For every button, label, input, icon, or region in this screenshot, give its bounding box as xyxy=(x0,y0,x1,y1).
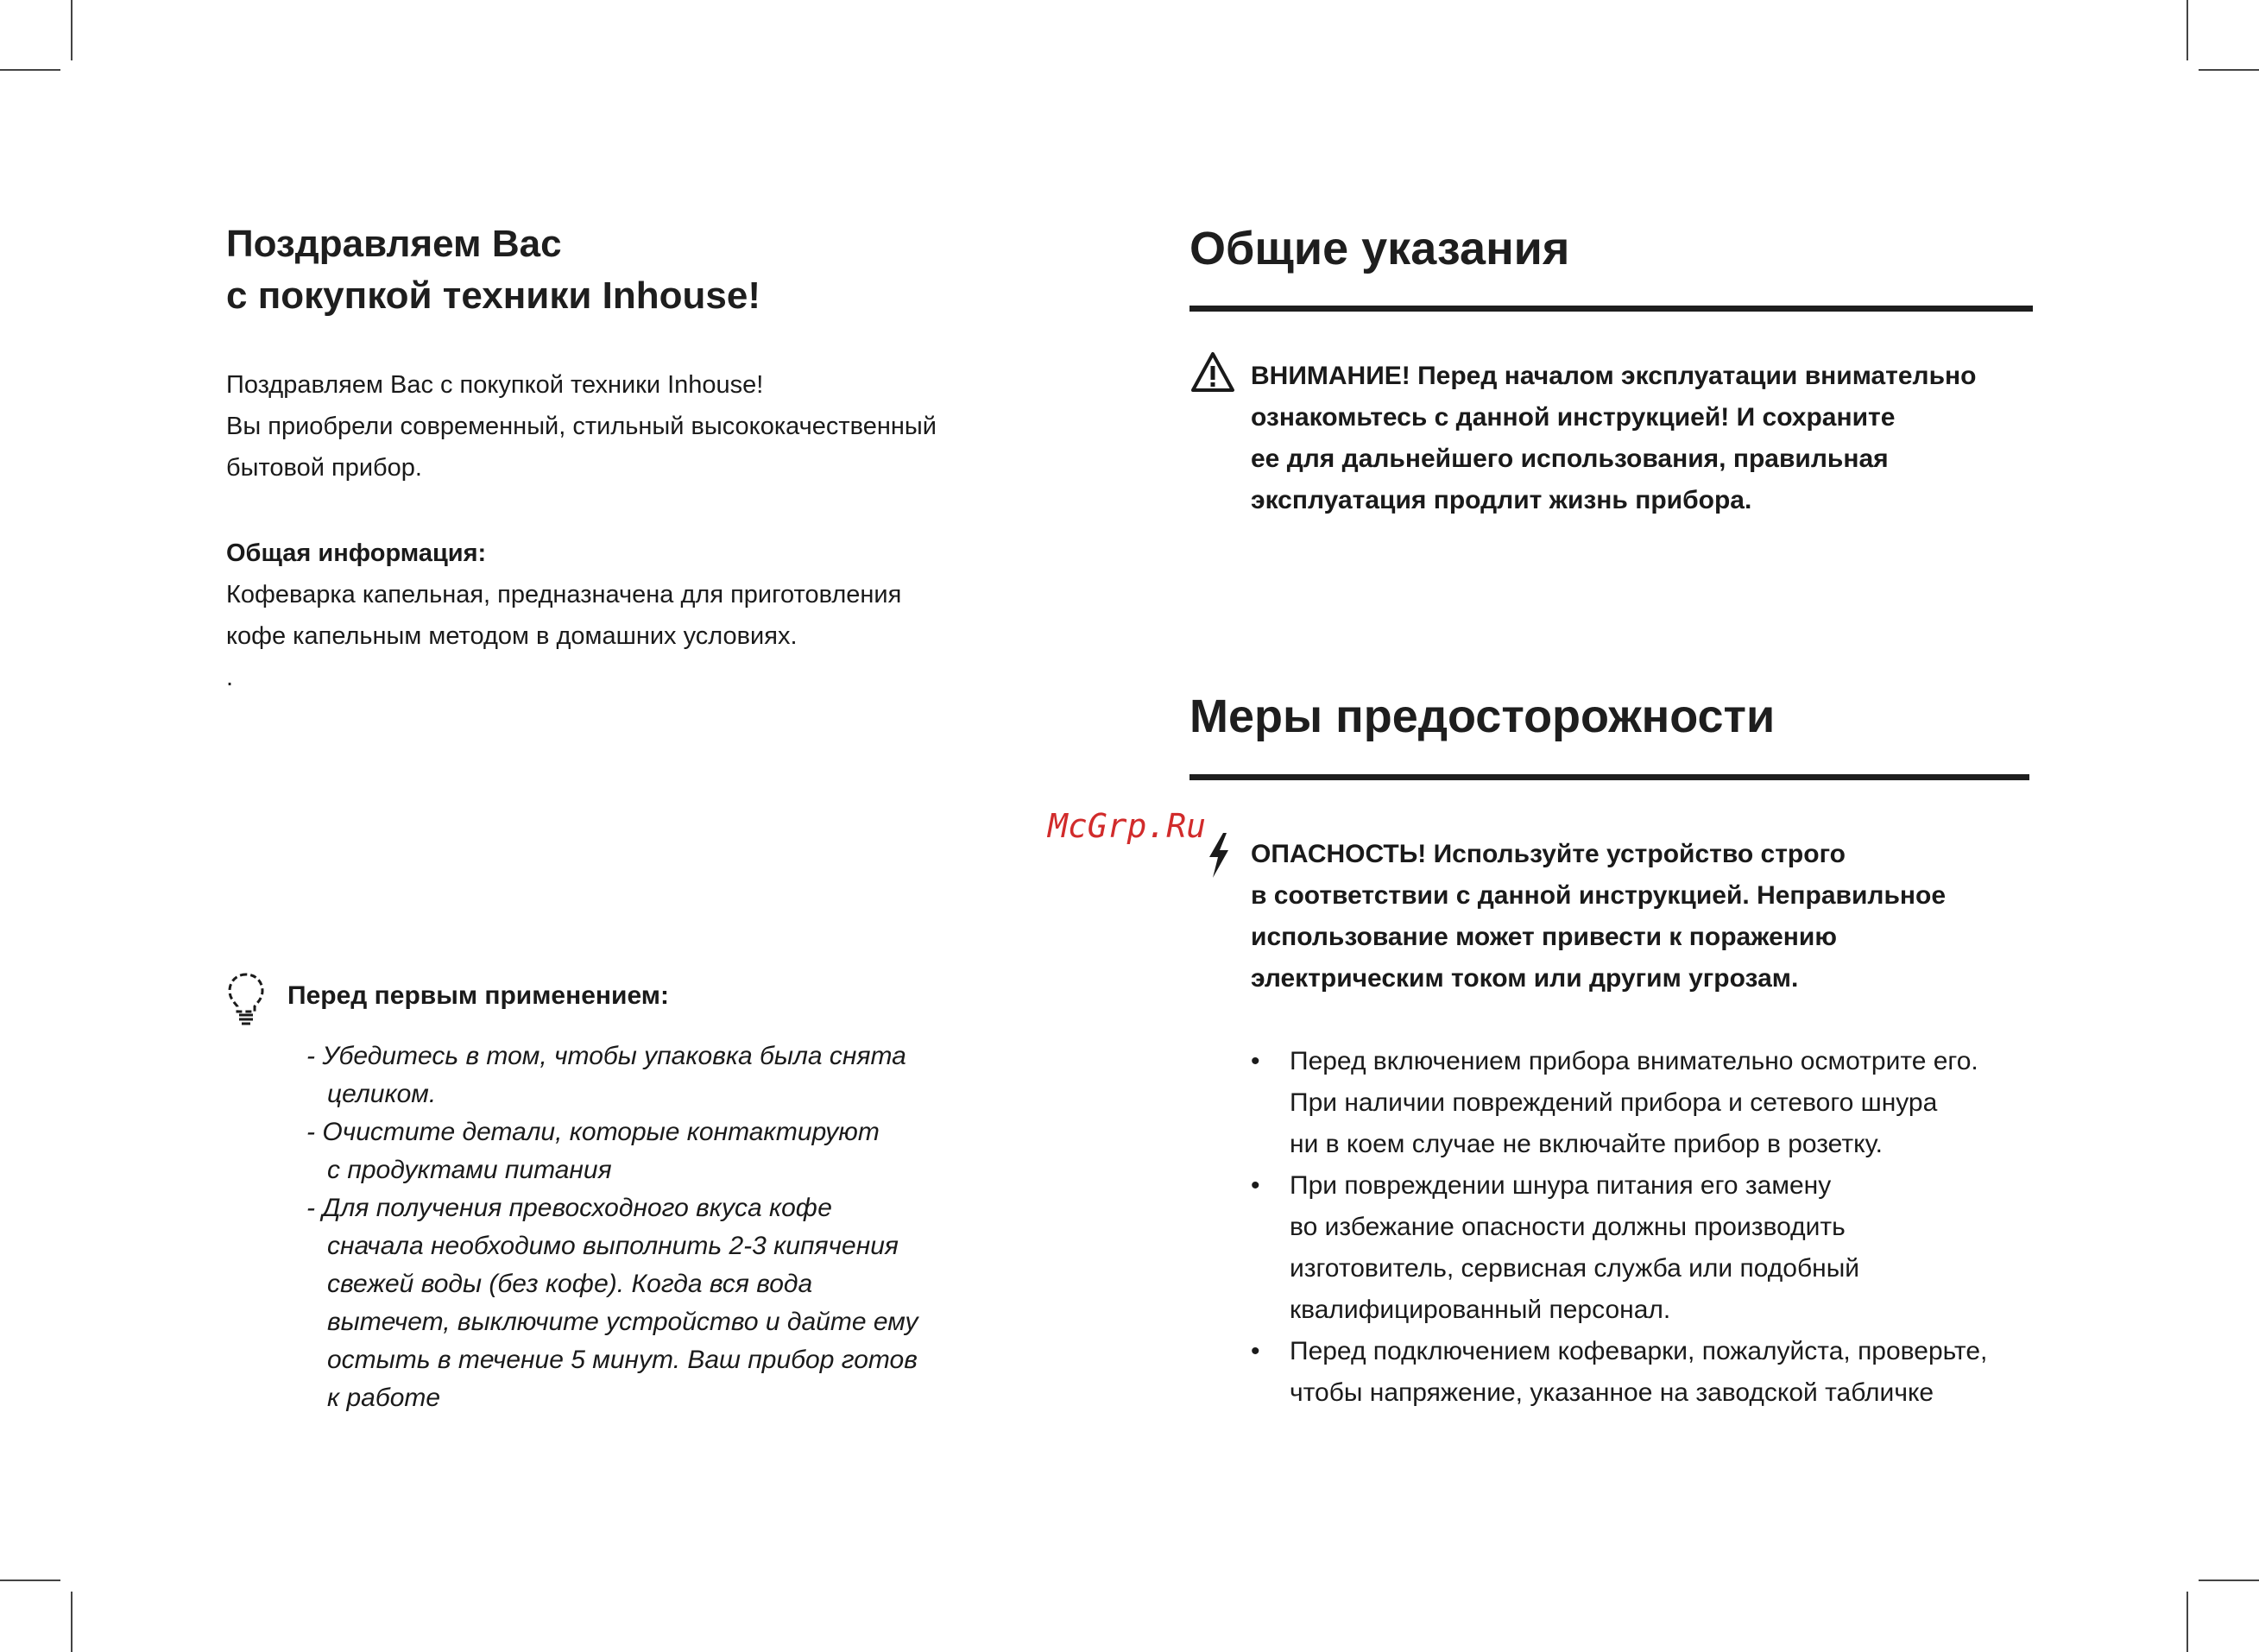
list-line: свежей воды (без кофе). Когда вся вода xyxy=(327,1270,813,1298)
attention-line: эксплуатация продлит жизнь прибора. xyxy=(1251,486,1752,514)
intro-line: бытовой прибор. xyxy=(226,454,422,482)
title-line: с покупкой техники Inhouse! xyxy=(226,274,760,317)
list-line: - Убедитесь в том, чтобы упаковка была снята xyxy=(306,1042,906,1070)
crop-mark xyxy=(2186,0,2188,60)
general-info-section xyxy=(226,533,901,698)
intro-paragraph xyxy=(226,364,937,489)
list-line: к работе xyxy=(327,1384,441,1412)
intro-line: Поздравляем Вас с покупкой техники Inhouse! xyxy=(226,371,764,399)
list-item xyxy=(1251,1165,1987,1331)
list-line: - Для получения превосходного вкуса кофе xyxy=(306,1194,832,1222)
before-first-use-heading: Перед первым применением: xyxy=(287,981,669,1010)
title-line: Поздравляем Вас xyxy=(226,223,562,265)
list-item xyxy=(1251,1041,1987,1165)
lightbulb-icon xyxy=(226,971,266,1028)
bullet-line: При наличии повреждений прибора и сетевого шнура xyxy=(1290,1088,1938,1117)
general-info-line: кофе капельным методом в домашних условиях. xyxy=(226,622,798,650)
section-divider xyxy=(1189,306,2033,312)
watermark: McGrp.Ru xyxy=(1048,807,1207,845)
general-heading: Общие указания xyxy=(1189,223,1570,274)
warning-triangle-icon xyxy=(1189,350,1236,394)
bullet-line: • Перед подключением кофеварки, пожалуйста, проверьте, xyxy=(1290,1337,1988,1365)
danger-line: использование может привести к поражению xyxy=(1251,923,1837,951)
attention-notice xyxy=(1251,356,1977,521)
precautions-heading: Меры предосторожности xyxy=(1189,690,1776,742)
crop-mark xyxy=(71,1592,73,1652)
list-line: вытечет, выключите устройство и дайте ему xyxy=(327,1308,918,1336)
intro-line: Вы приобрели современный, стильный высококачественный xyxy=(226,413,937,440)
section-divider xyxy=(1189,774,2029,780)
attention-line: ознакомьтесь с данной инструкцией! И сохраните xyxy=(1251,403,1896,432)
crop-mark xyxy=(2199,69,2259,71)
crop-mark xyxy=(0,1579,60,1581)
bullet-line: чтобы напряжение, указанное на заводской табличке xyxy=(1290,1378,1934,1407)
bullet-line: ни в коем случае не включайте прибор в розетку. xyxy=(1290,1130,1883,1158)
precautions-list xyxy=(1251,1041,1987,1414)
crop-mark xyxy=(0,69,60,71)
danger-line: ОПАСНОСТЬ! Используйте устройство строго xyxy=(1251,840,1846,868)
general-info-line: Кофеварка капельная, предназначена для приготовления xyxy=(226,581,902,608)
list-item xyxy=(1251,1331,1987,1414)
crop-mark xyxy=(2186,1592,2188,1652)
bullet-line: во избежание опасности должны производить xyxy=(1290,1213,1846,1241)
list-line: остыть в течение 5 минут. Ваш прибор готов xyxy=(327,1346,918,1374)
before-first-use-list xyxy=(306,1037,918,1417)
list-line: целиком. xyxy=(327,1080,437,1108)
danger-notice xyxy=(1251,834,1946,999)
crop-mark xyxy=(71,0,73,60)
attention-line: ее для дальнейшего использования, правильная xyxy=(1251,445,1889,473)
bullet-line: квалифицированный персонал. xyxy=(1290,1296,1671,1324)
bullet-line: • При повреждении шнура питания его замену xyxy=(1290,1171,1832,1200)
bullet-line: изготовитель, сервисная служба или подобный xyxy=(1290,1254,1860,1283)
general-info-heading: Общая информация: xyxy=(226,539,487,567)
bullet-line: • Перед включением прибора внимательно осмотрите его. xyxy=(1290,1047,1978,1075)
list-line: - Очистите детали, которые контактируют xyxy=(306,1118,880,1146)
crop-mark xyxy=(2199,1579,2259,1581)
list-line: сначала необходимо выполнить 2-3 кипячения xyxy=(327,1232,899,1260)
danger-line: в соответствии с данной инструкцией. Неправильное xyxy=(1251,881,1947,910)
lightning-icon xyxy=(1204,831,1234,880)
danger-line: электрическим током или другим угрозам. xyxy=(1251,964,1799,993)
page-title xyxy=(226,218,760,322)
general-info-line: . xyxy=(226,664,234,691)
list-line: с продуктами питания xyxy=(327,1156,612,1184)
attention-line: ВНИМАНИЕ! Перед началом эксплуатации внимательно xyxy=(1251,362,1977,390)
